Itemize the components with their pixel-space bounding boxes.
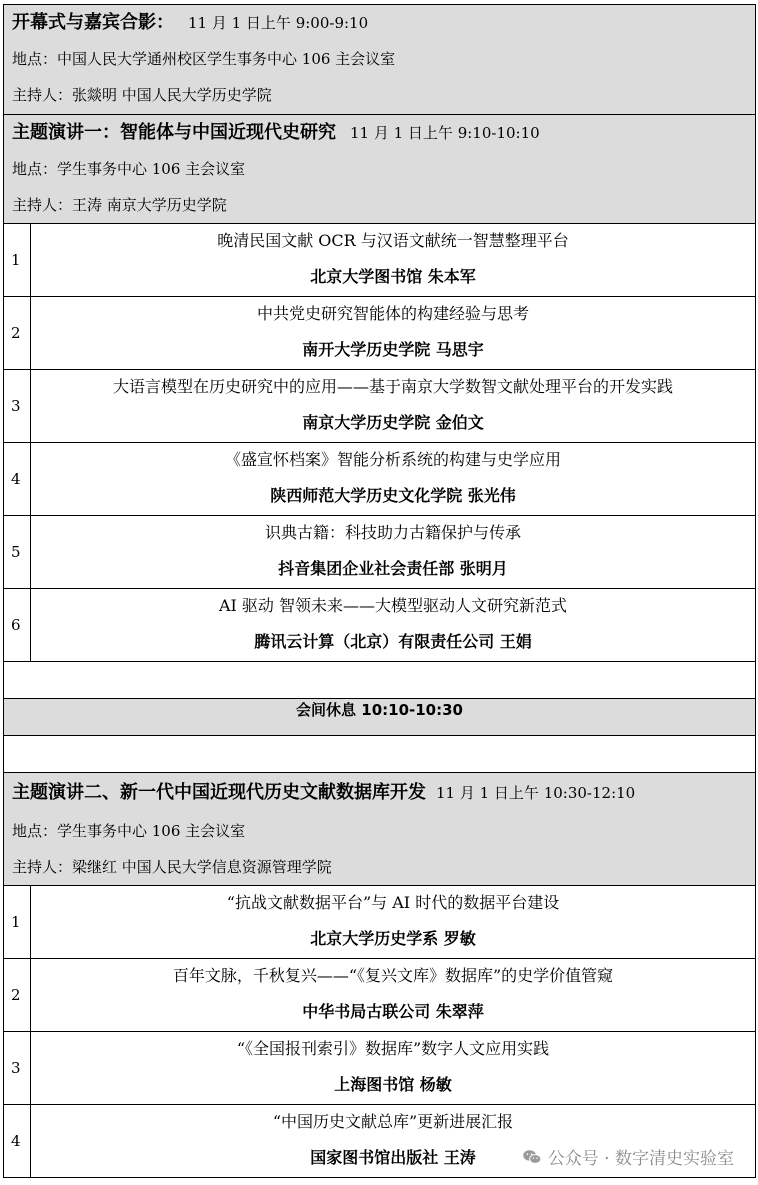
- keynote1-title: 主题演讲一：智能体与中国近现代史研究: [12, 122, 336, 143]
- opening-title: 开幕式与嘉宾合影：: [12, 12, 174, 33]
- talk-title: 晚清民国文献 OCR 与汉语文献统一智慧整理平台: [217, 231, 569, 250]
- talk-number: 5: [4, 516, 31, 589]
- talk-number: 6: [4, 589, 31, 662]
- table-row: [4, 370, 756, 443]
- watermark: [522, 1144, 734, 1169]
- keynote2-time: 11 月 1 日上午 10:30-12:10: [436, 784, 636, 802]
- talk-title: “中国历史文献总库”更新进展汇报: [272, 1112, 514, 1131]
- talk-number: 1: [4, 224, 31, 297]
- talk-speaker: 北京大学图书馆 朱本军: [310, 267, 476, 286]
- keynote2-host: 主持人：梁继红 中国人民大学信息资源管理学院: [12, 858, 332, 876]
- agenda-page: [3, 4, 755, 1178]
- opening-location: 地点：中国人民大学通州校区学生事务中心 106 主会议室: [12, 50, 396, 68]
- talk-speaker: 上海图书馆 杨敏: [334, 1075, 452, 1094]
- talk-title: 大语言模型在历史研究中的应用——基于南京大学数智文献处理平台的开发实践: [113, 377, 674, 396]
- table-row: [4, 1032, 756, 1105]
- keynote1-header: [4, 115, 755, 151]
- table-row: [4, 886, 756, 959]
- opening-header: [4, 5, 755, 41]
- table-row: [4, 589, 756, 662]
- agenda-table: [3, 4, 756, 1178]
- talk-title: 百年文脉，千秋复兴——“《复兴文库》数据库”的史学价值管窥: [172, 966, 614, 985]
- talk-title: “《全国报刊索引》数据库”数字人文应用实践: [236, 1039, 550, 1058]
- talk-title: “抗战文献数据平台”与 AI 时代的数据平台建设: [226, 893, 560, 912]
- break-row: [4, 699, 756, 736]
- talk-title: 《盛宣怀档案》智能分析系统的构建与史学应用: [225, 450, 562, 469]
- keynote2-section: [4, 773, 756, 886]
- talk-number: 3: [4, 370, 31, 443]
- talk-speaker: 南开大学历史学院 马思宇: [302, 340, 484, 359]
- talk-number: 3: [4, 1032, 31, 1105]
- talk-number: 4: [4, 443, 31, 516]
- keynote2-header: [4, 773, 755, 813]
- opening-time: 11 月 1 日上午 9:00-9:10: [188, 14, 369, 32]
- keynote2-title: 主题演讲二、新一代中国近现代历史文献数据库开发: [12, 782, 426, 803]
- opening-host: 主持人：张燚明 中国人民大学历史学院: [12, 86, 272, 104]
- talk-number: 2: [4, 959, 31, 1032]
- opening-section: [4, 5, 756, 115]
- break-label: 会间休息 10:10-10:30: [4, 699, 756, 736]
- talk-title: AI 驱动 智领未来——大模型驱动人文研究新范式: [218, 596, 568, 615]
- talk-number: 2: [4, 297, 31, 370]
- talk-title: 中共党史研究智能体的构建经验与思考: [257, 304, 530, 323]
- talk-number: 1: [4, 886, 31, 959]
- blank-row: [4, 736, 756, 773]
- keynote1-section: [4, 115, 756, 224]
- table-row: [4, 224, 756, 297]
- talk-speaker: 陕西师范大学历史文化学院 张光伟: [270, 486, 516, 505]
- talk-number: 4: [4, 1105, 31, 1178]
- talk-speaker: 腾讯云计算（北京）有限责任公司 王娟: [254, 632, 532, 651]
- talk-speaker: 抖音集团企业社会责任部 张明月: [278, 559, 508, 578]
- keynote1-time: 11 月 1 日上午 9:10-10:10: [350, 124, 540, 142]
- keynote1-host: 主持人：王涛 南京大学历史学院: [12, 196, 227, 214]
- watermark-text: 公众号 · 数字清史实验室: [547, 1149, 734, 1169]
- talk-speaker: 国家图书馆出版社 王涛: [310, 1148, 476, 1167]
- blank-row: [4, 662, 756, 699]
- table-row: [4, 297, 756, 370]
- table-row: [4, 959, 756, 1032]
- talk-speaker: 北京大学历史学系 罗敏: [310, 929, 476, 948]
- table-row: [4, 443, 756, 516]
- table-row: [4, 516, 756, 589]
- talk-speaker: 中华书局古联公司 朱翠萍: [302, 1002, 484, 1021]
- keynote1-location: 地点：学生事务中心 106 主会议室: [12, 160, 246, 178]
- wechat-icon: [522, 1149, 542, 1165]
- keynote2-location: 地点：学生事务中心 106 主会议室: [12, 822, 246, 840]
- talk-title: 识典古籍：科技助力古籍保护与传承: [265, 523, 522, 542]
- talk-speaker: 南京大学历史学院 金伯文: [302, 413, 484, 432]
